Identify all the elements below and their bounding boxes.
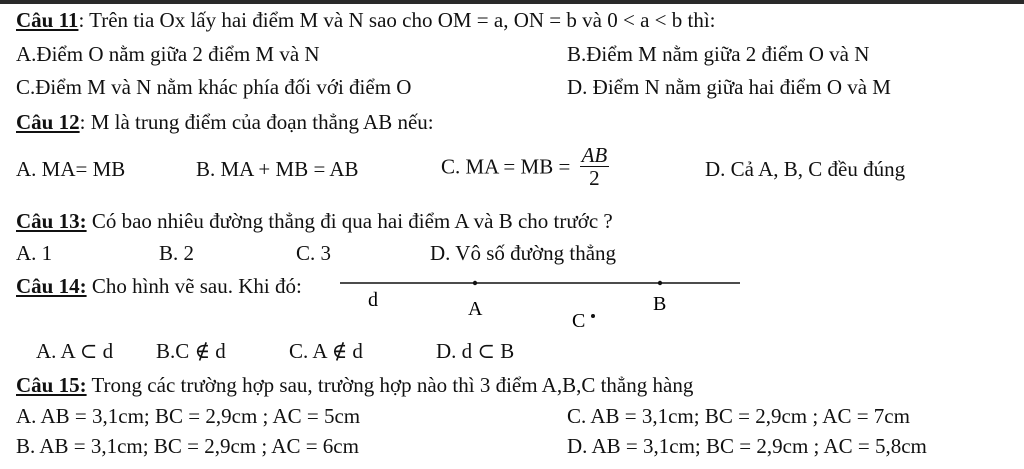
q15-stem (16, 373, 693, 397)
label-d: d (368, 289, 378, 311)
q15-option-c: C. AB = 3,1cm; BC = 2,9cm ; AC = 7cm (567, 404, 910, 428)
q11-text: : Trên tia Ox lấy hai điểm M và N sao cho OM = a, ON = b và 0 < a < b thì: (78, 8, 716, 32)
q12-label: Câu 12 (16, 110, 80, 134)
q12-option-c-prefix: C. MA = MB = (441, 154, 571, 179)
q14-label: Câu 14: (16, 274, 87, 298)
q13-option-c: C. 3 (296, 241, 332, 265)
q11-option-b: B.Điểm M nằm giữa 2 điểm O và N (567, 42, 870, 66)
q11-label: Câu 11 (16, 8, 79, 32)
q14-option-d: D. d ⊂ B (436, 339, 515, 363)
q15-option-a: A. AB = 3,1cm; BC = 2,9cm ; AC = 5cm (16, 404, 361, 428)
point-b-dot (658, 281, 662, 285)
q14-figure (340, 270, 760, 340)
q12-option-c (441, 144, 609, 189)
q14-option-a: A. A ⊂ d (36, 339, 114, 363)
q15-option-d: D. AB = 3,1cm; BC = 2,9cm ; AC = 5,8cm (567, 434, 927, 458)
q12-option-a: A. MA= MB (16, 157, 126, 181)
q12-stem (16, 110, 434, 134)
q13-text: Có bao nhiêu đường thẳng đi qua hai điểm A và B cho trước ? (86, 209, 613, 233)
q12-text: : M là trung điểm của đoạn thẳng AB nếu: (79, 110, 434, 134)
q15-label: Câu 15: (16, 373, 87, 397)
q11-option-a: A.Điểm O nằm giữa 2 điểm M và N (16, 42, 320, 66)
q13-label: Câu 13: (16, 209, 87, 233)
point-a-dot (473, 281, 477, 285)
q15-option-b: B. AB = 3,1cm; BC = 2,9cm ; AC = 6cm (16, 434, 359, 458)
q12-fraction-numerator: AB (581, 143, 608, 167)
q11-stem (16, 8, 715, 32)
q11-option-d: D. Điểm N nằm giữa hai điểm O và M (567, 75, 891, 99)
q13-option-a: A. 1 (16, 241, 53, 265)
q15-text: Trong các trường hợp sau, trường hợp nào thì 3 điểm A,B,C thẳng hàng (86, 373, 694, 397)
point-c-dot (591, 314, 595, 318)
q13-option-d: D. Vô số đường thẳng (430, 241, 617, 265)
label-c: C (572, 310, 586, 332)
q12-fraction (580, 144, 610, 189)
q12-option-d: D. Cả A, B, C đều đúng (705, 157, 906, 181)
label-b: B (653, 293, 667, 315)
q12-fraction-denominator: 2 (589, 166, 600, 190)
label-a: A (468, 298, 483, 320)
q14-option-c: C. A ∉ d (289, 339, 363, 363)
top-border (0, 0, 1024, 4)
q13-option-b: B. 2 (159, 241, 195, 265)
q13-stem (16, 209, 613, 233)
q14-option-b: B.C ∉ d (156, 339, 226, 363)
q14-stem (16, 274, 302, 298)
q14-text: Cho hình vẽ sau. Khi đó: (86, 274, 302, 298)
q11-option-c: C.Điểm M và N nằm khác phía đối với điểm O (16, 75, 412, 99)
q12-option-b: B. MA + MB = AB (196, 157, 359, 181)
